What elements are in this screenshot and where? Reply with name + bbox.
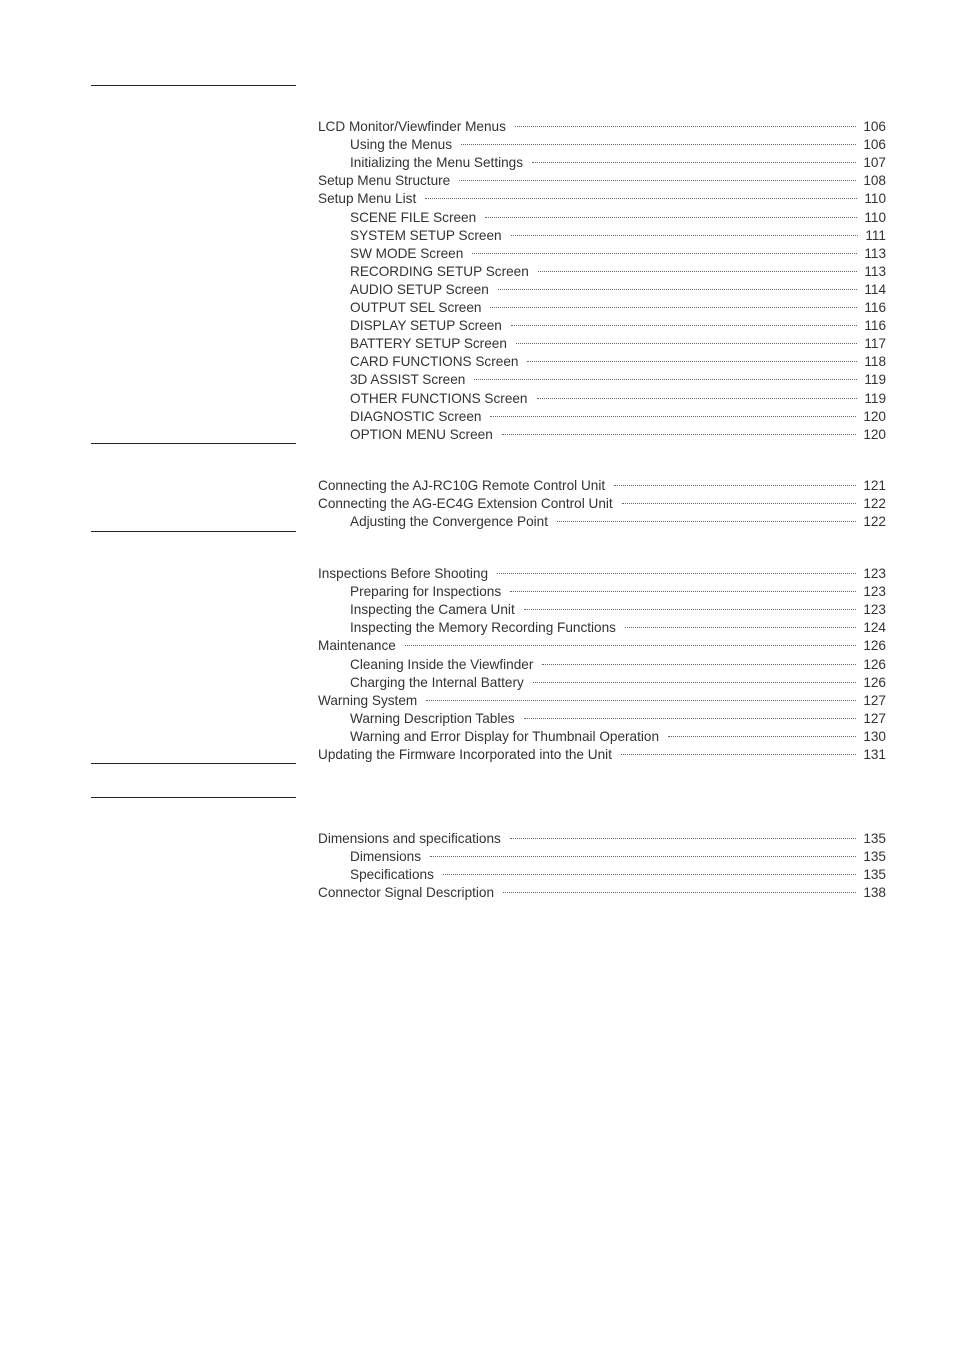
toc-entry-title: Connector Signal Description — [318, 885, 495, 901]
toc-dot-leader — [515, 113, 856, 131]
toc-dot-leader — [511, 312, 857, 330]
toc-page-number: 120 — [863, 426, 886, 442]
toc-page-number: 126 — [863, 674, 886, 690]
toc-entry-title: SYSTEM SETUP Screen — [350, 227, 502, 243]
toc-page-number: 119 — [864, 390, 886, 406]
toc-dot-leader — [557, 508, 856, 526]
toc-dot-leader — [511, 222, 859, 240]
toc-entry-title: Inspecting the Camera Unit — [350, 602, 515, 618]
toc-page-number: 108 — [863, 173, 886, 189]
toc-entry-title: OPTION MENU Screen — [350, 426, 493, 442]
section-rule-empty-section — [91, 763, 296, 764]
toc-entry-title: DISPLAY SETUP Screen — [350, 318, 502, 334]
section-rule-maintenance — [91, 531, 296, 532]
toc-page-number: 122 — [863, 514, 886, 530]
toc-entry-title: Dimensions and specifications — [318, 831, 501, 847]
toc-page-number: 127 — [863, 710, 886, 726]
toc-dot-leader — [490, 294, 857, 312]
toc-entry[interactable] — [318, 113, 886, 135]
toc-page-number: 120 — [863, 408, 886, 424]
toc-page-number: 118 — [864, 354, 886, 370]
toc-block-maintenance — [318, 560, 886, 763]
toc-entry-title: Using the Menus — [350, 137, 453, 153]
toc-page-number: 122 — [863, 496, 886, 512]
toc-dot-leader — [614, 472, 856, 490]
toc-page-number: 113 — [864, 245, 886, 261]
toc-entry-title: Connecting the AG-EC4G Extension Control Unit — [318, 496, 613, 512]
toc-page-number: 123 — [863, 584, 886, 600]
toc-page-number: 126 — [863, 656, 886, 672]
section-rule-menu-operations — [91, 85, 296, 86]
toc-dot-leader — [459, 167, 856, 185]
toc-dot-leader — [621, 741, 856, 759]
toc-page-number: 116 — [864, 300, 886, 316]
toc-page-number: 138 — [863, 885, 886, 901]
toc-entry-title: LCD Monitor/Viewfinder Menus — [318, 119, 506, 135]
toc-dot-leader — [461, 131, 856, 149]
toc-entry-title: Dimensions — [350, 849, 422, 865]
toc-dot-leader — [430, 843, 856, 861]
toc-dot-leader — [474, 366, 857, 384]
toc-dot-leader — [542, 650, 856, 668]
toc-entry-title: Initializing the Menu Settings — [350, 155, 524, 171]
toc-page-number: 116 — [864, 318, 886, 334]
toc-entry-title: BATTERY SETUP Screen — [350, 336, 507, 352]
toc-dot-leader — [425, 185, 857, 203]
toc-entry-title: Setup Menu Structure — [318, 173, 451, 189]
toc-dot-leader — [537, 384, 858, 402]
toc-entry-title: SCENE FILE Screen — [350, 209, 477, 225]
toc-dot-leader — [668, 723, 856, 741]
toc-dot-leader — [472, 240, 857, 258]
toc-entry[interactable] — [318, 825, 886, 847]
toc-dot-leader — [510, 578, 856, 596]
toc-dot-leader — [527, 348, 857, 366]
toc-entry-title: Adjusting the Convergence Point — [350, 514, 548, 530]
toc-page-number: 127 — [863, 692, 886, 708]
toc-page-number: 124 — [863, 620, 886, 636]
toc-entry-title: Inspecting the Memory Recording Functions — [350, 620, 616, 636]
toc-entry-title: Updating the Firmware Incorporated into the Unit — [318, 747, 612, 763]
toc-page-number: 110 — [864, 209, 886, 225]
toc-page-number: 110 — [864, 191, 886, 207]
toc-page-number: 123 — [863, 566, 886, 582]
toc-page-number: 106 — [863, 137, 886, 153]
toc-entry-title: Warning System — [318, 692, 418, 708]
toc-page-number: 111 — [865, 227, 886, 243]
toc-page-number: 107 — [863, 155, 886, 171]
toc-dot-leader — [405, 632, 856, 650]
toc-entry-title: DIAGNOSTIC Screen — [350, 408, 482, 424]
toc-entry-title: AUDIO SETUP Screen — [350, 281, 489, 297]
toc-page-number: 117 — [864, 336, 886, 352]
toc-entry-title: Maintenance — [318, 638, 396, 654]
toc-page-number: 119 — [864, 372, 886, 388]
toc-dot-leader — [485, 203, 857, 221]
toc-dot-leader — [510, 825, 856, 843]
toc-entry-title: SW MODE Screen — [350, 245, 464, 261]
toc-entry-title: Specifications — [350, 867, 434, 883]
toc-page-number: 135 — [863, 867, 886, 883]
toc-dot-leader — [622, 490, 857, 508]
toc-entry[interactable] — [318, 472, 886, 494]
toc-page-number: 106 — [863, 119, 886, 135]
toc-entry-title: Connecting the AJ-RC10G Remote Control Unit — [318, 478, 606, 494]
toc-page-number: 131 — [863, 747, 886, 763]
toc-page-number: 135 — [863, 831, 886, 847]
toc-dot-leader — [524, 705, 857, 723]
toc-dot-leader — [443, 861, 856, 879]
toc-entry-title: Cleaning Inside the Viewfinder — [350, 656, 534, 672]
toc-entry-title: 3D ASSIST Screen — [350, 372, 466, 388]
toc-entry-title: Warning and Error Display for Thumbnail Operation — [350, 728, 660, 744]
section-rule-external-equipment — [91, 443, 296, 444]
toc-entry-title: OTHER FUNCTIONS Screen — [350, 390, 528, 406]
toc-page-number: 114 — [864, 281, 886, 297]
toc-block-external-equipment — [318, 472, 886, 530]
toc-page-number: 123 — [863, 602, 886, 618]
toc-page-number: 135 — [863, 849, 886, 865]
toc-dot-leader — [502, 421, 857, 439]
toc-dot-leader — [532, 149, 856, 167]
toc-entry-title: CARD FUNCTIONS Screen — [350, 354, 519, 370]
toc-page-number: 126 — [863, 638, 886, 654]
toc-entry-title: OUTPUT SEL Screen — [350, 300, 482, 316]
toc-entry-title: Charging the Internal Battery — [350, 674, 524, 690]
toc-dot-leader — [503, 879, 856, 897]
toc-dot-leader — [497, 560, 856, 578]
toc-entry-title: Setup Menu List — [318, 191, 417, 207]
section-rule-specifications — [91, 797, 296, 798]
toc-dot-leader — [524, 596, 857, 614]
toc-dot-leader — [490, 403, 856, 421]
toc-entry-title: Preparing for Inspections — [350, 584, 502, 600]
toc-page-number: 121 — [863, 478, 886, 494]
toc-dot-leader — [516, 330, 857, 348]
toc-page-number: 113 — [864, 263, 886, 279]
toc-entry-title: Warning Description Tables — [350, 710, 515, 726]
toc-block-menu-operations — [318, 113, 886, 442]
toc-dot-leader — [498, 276, 858, 294]
toc-entry[interactable] — [318, 560, 886, 582]
toc-block-specifications — [318, 825, 886, 901]
toc-entry-title: Inspections Before Shooting — [318, 566, 489, 582]
toc-dot-leader — [533, 669, 857, 687]
toc-dot-leader — [625, 614, 856, 632]
toc-dot-leader — [538, 258, 858, 276]
toc-entry-title: RECORDING SETUP Screen — [350, 263, 529, 279]
toc-page-number: 130 — [863, 728, 886, 744]
toc-dot-leader — [426, 687, 856, 705]
